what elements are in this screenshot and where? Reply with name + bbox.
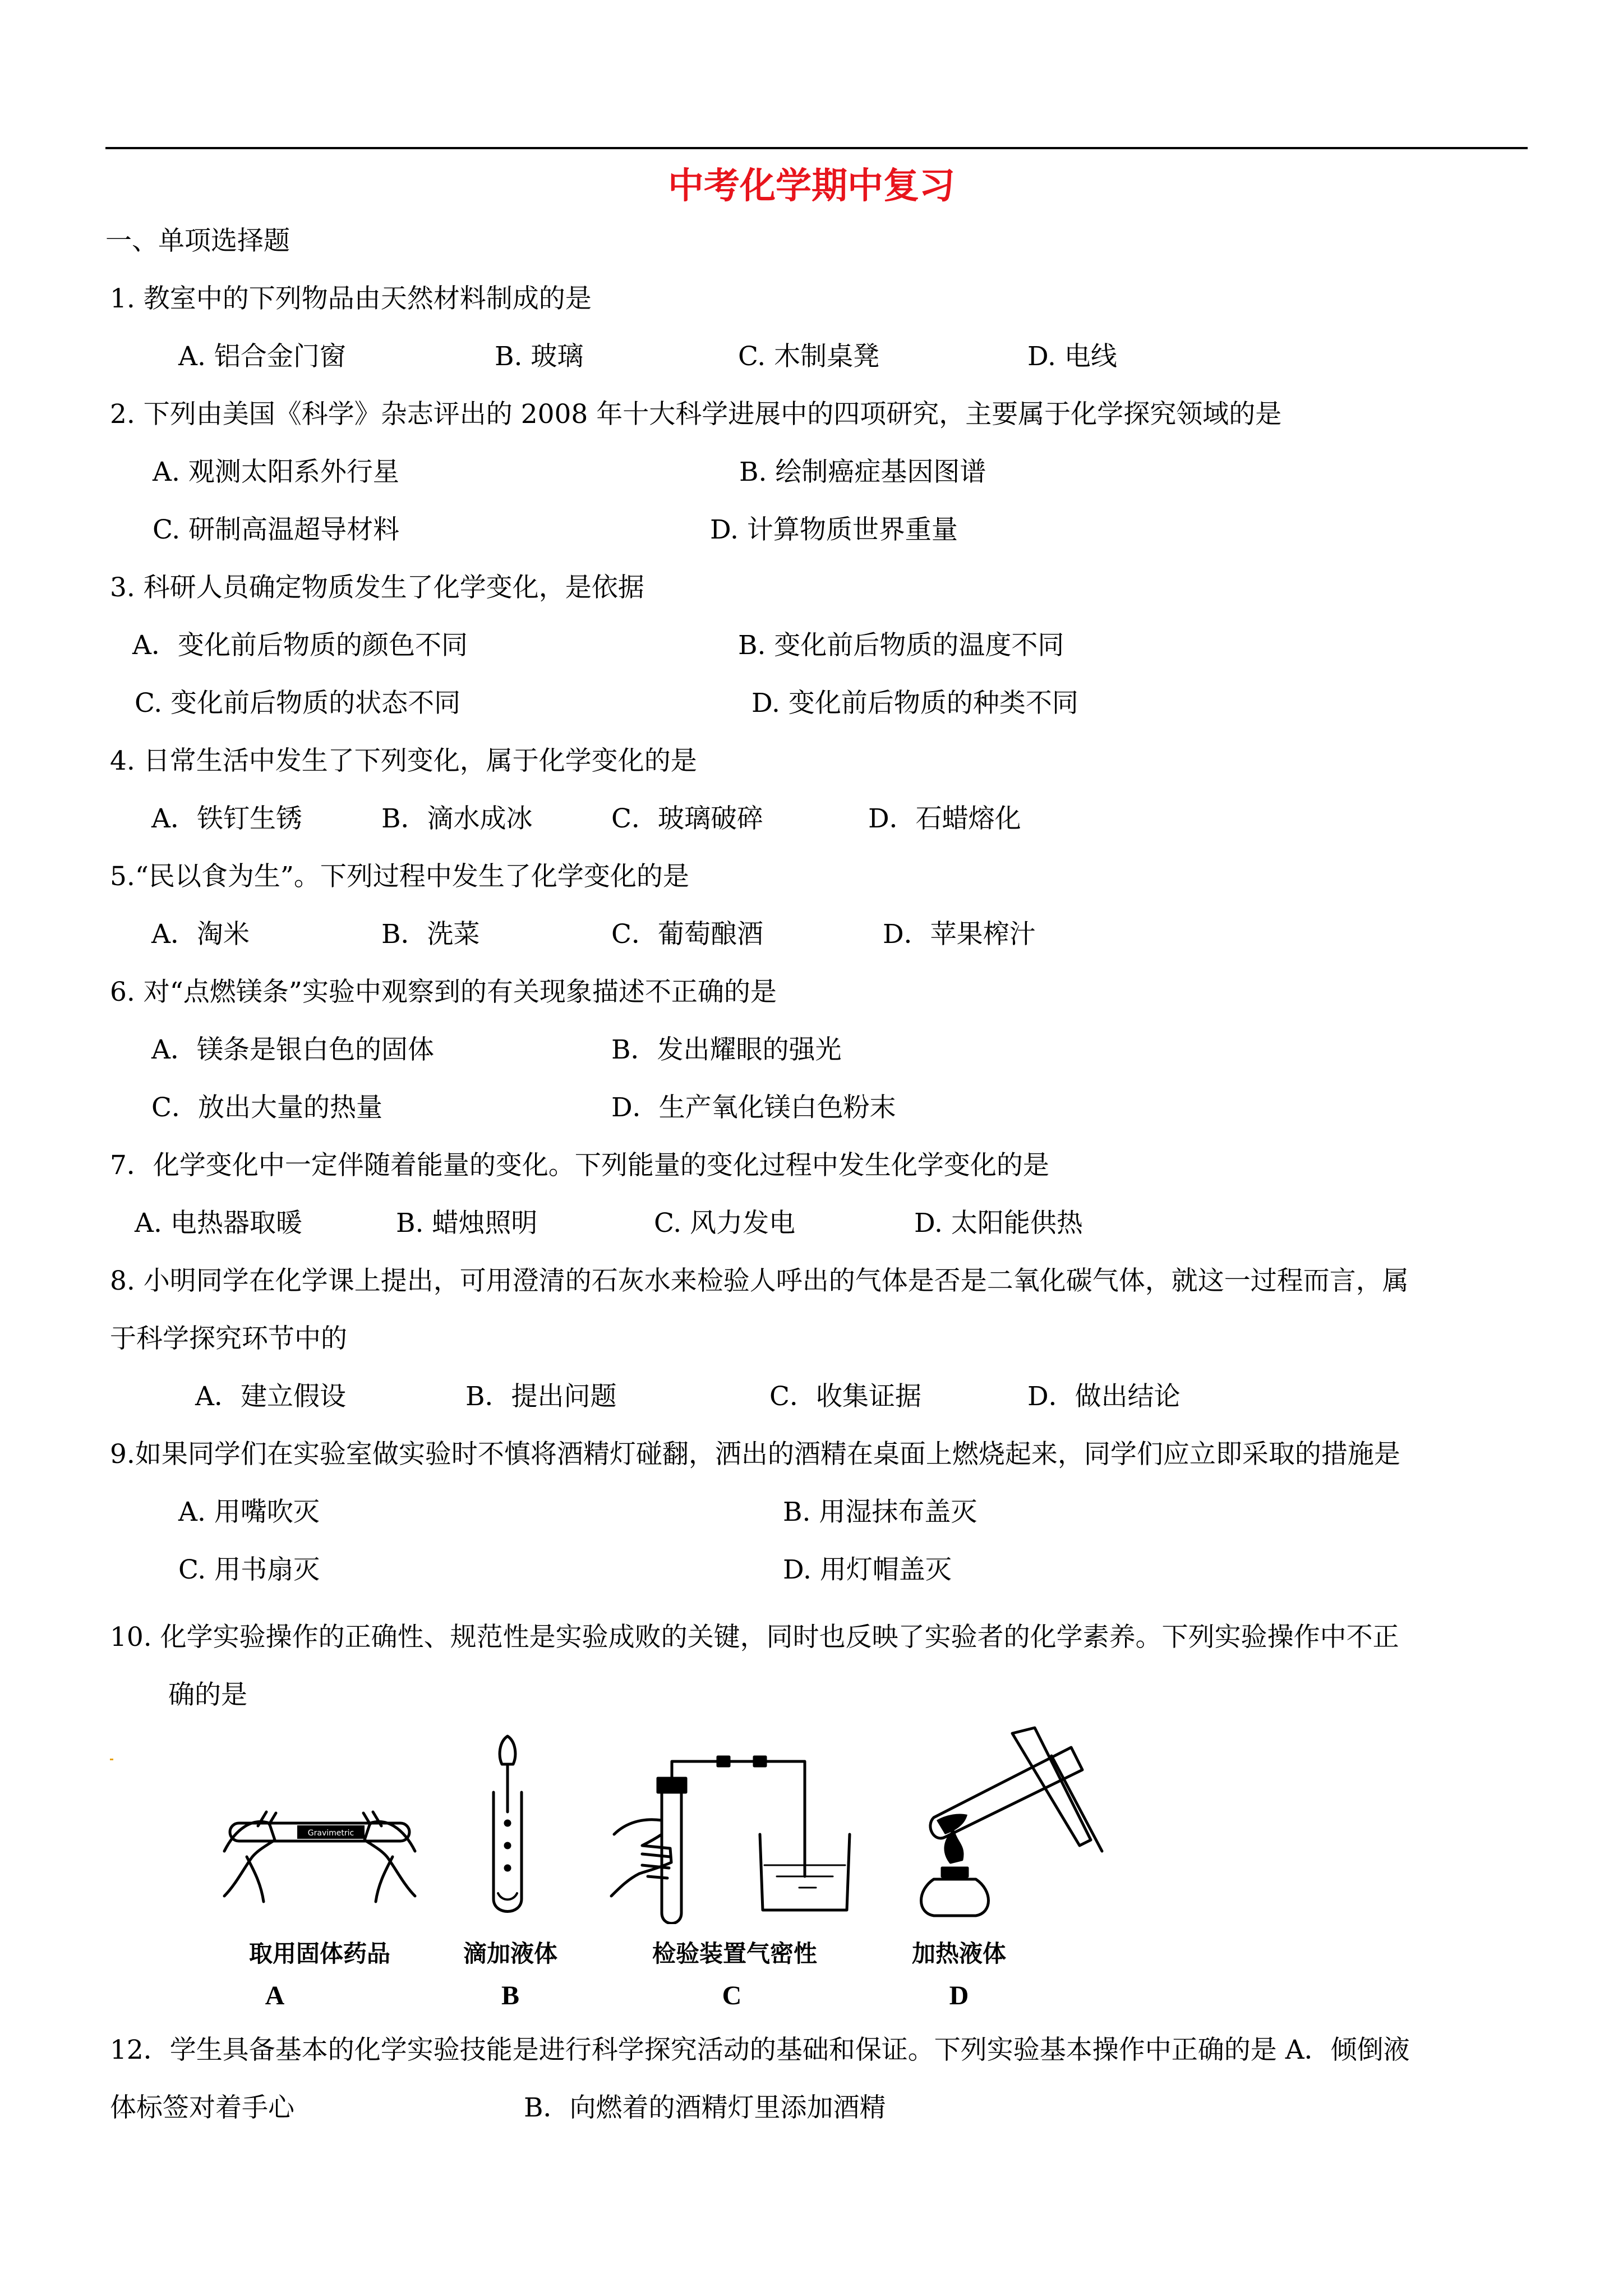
question-8-stem-cont: 于科学探究环节中的 bbox=[110, 1323, 347, 1354]
q3-option-c: C. 变化前后物质的状态不同 bbox=[135, 688, 461, 719]
q9-option-a: A. 用嘴吹灭 bbox=[178, 1497, 320, 1527]
q1-option-c: C. 木制桌凳 bbox=[738, 341, 880, 372]
q7-option-a: A. 电热器取暖 bbox=[135, 1208, 302, 1239]
figure-d-caption: 加热液体 bbox=[911, 1940, 1006, 1967]
q5-option-b: B．洗菜 bbox=[381, 919, 480, 950]
page-title: 中考化学期中复习 bbox=[668, 165, 955, 207]
header-rule bbox=[105, 147, 1528, 149]
q6-option-c: C．放出大量的热量 bbox=[151, 1092, 382, 1123]
q6-option-b: B．发出耀眼的强光 bbox=[611, 1034, 842, 1065]
figure-c-airtightness bbox=[608, 1750, 861, 1924]
q7-option-b: B. 蜡烛照明 bbox=[396, 1208, 538, 1239]
figure-b-caption: 滴加液体 bbox=[463, 1940, 557, 1967]
figure-b-dropper bbox=[471, 1731, 544, 1921]
q4-option-b: B．滴水成冰 bbox=[381, 803, 533, 834]
question-4-stem: 4. 日常生活中发生了下列变化，属于化学变化的是 bbox=[110, 746, 697, 776]
q3-option-a: A．变化前后物质的颜色不同 bbox=[132, 630, 468, 661]
q9-option-b: B. 用湿抹布盖灭 bbox=[783, 1497, 978, 1527]
question-1-stem: 1. 教室中的下列物品由天然材料制成的是 bbox=[110, 283, 592, 314]
q2-option-b: B. 绘制癌症基因图谱 bbox=[739, 457, 986, 487]
question-8-stem: 8. 小明同学在化学课上提出，可用澄清的石灰水来检验人呼出的气体是否是二氧化碳气体，就这一过程而言，属 bbox=[110, 1266, 1409, 1296]
q7-option-c: C. 风力发电 bbox=[654, 1208, 796, 1239]
question-7-stem: 7．化学变化中一定伴随着能量的变化。下列能量的变化过程中发生化学变化的是 bbox=[110, 1150, 1049, 1181]
question-9-stem: 9.如果同学们在实验室做实验时不慎将酒精灯碰翻，洒出的酒精在桌面上燃烧起来，同学们应立即采取的措施是 bbox=[110, 1439, 1400, 1470]
question-12-stem: 12．学生具备基本的化学实验技能是进行科学探究活动的基础和保证。下列实验基本操作中正确的是 A．倾倒液 bbox=[110, 2035, 1410, 2065]
question-10-stem: 10. 化学实验操作的正确性、规范性是实验成败的关键，同时也反映了实验者的化学素养。下列实验操作中不正 bbox=[110, 1622, 1399, 1653]
q8-option-b: B．提出问题 bbox=[465, 1381, 617, 1412]
q8-option-c: C．收集证据 bbox=[769, 1381, 921, 1412]
q6-option-d: D．生产氧化镁白色粉末 bbox=[611, 1092, 896, 1123]
q1-option-d: D. 电线 bbox=[1027, 341, 1117, 372]
section-heading: 一、单项选择题 bbox=[105, 226, 290, 256]
figure-a-label: Gravimetric bbox=[307, 1829, 354, 1838]
q2-option-d: D. 计算物质世界重量 bbox=[710, 514, 958, 545]
q4-option-c: C．玻璃破碎 bbox=[611, 803, 763, 834]
question-2-stem: 2. 下列由美国《科学》杂志评出的 2008 年十大科学进展中的四项研究，主要属于化学探究领域的是 bbox=[110, 399, 1282, 430]
question-10-stem-cont: 确的是 bbox=[168, 1680, 247, 1710]
q5-option-c: C．葡萄酿酒 bbox=[611, 919, 763, 950]
question-6-stem: 6. 对“点燃镁条”实验中观察到的有关现象描述不正确的是 bbox=[110, 977, 777, 1007]
q8-option-d: D．做出结论 bbox=[1027, 1381, 1181, 1412]
q3-option-d: D. 变化前后物质的种类不同 bbox=[751, 688, 1078, 719]
q3-option-b: B. 变化前后物质的温度不同 bbox=[738, 630, 1064, 661]
q6-option-a: A．镁条是银白色的固体 bbox=[151, 1034, 434, 1065]
stray-mark bbox=[110, 1759, 113, 1760]
q9-option-c: C. 用书扇灭 bbox=[178, 1554, 320, 1585]
figure-a-caption: 取用固体药品 bbox=[248, 1940, 390, 1967]
q7-option-d: D. 太阳能供热 bbox=[914, 1208, 1083, 1239]
question-5-stem: 5.“民以食为生”。下列过程中发生了化学变化的是 bbox=[110, 861, 689, 892]
q12-option-b: B．向燃着的酒精灯里添加酒精 bbox=[524, 2092, 886, 2123]
q9-option-d: D. 用灯帽盖灭 bbox=[783, 1554, 952, 1585]
q2-option-c: C. 研制高温超导材料 bbox=[153, 514, 400, 545]
q5-option-d: D．苹果榨汁 bbox=[883, 919, 1036, 950]
figure-d-letter: D bbox=[949, 1981, 969, 2010]
question-12-stem-cont: 体标签对着手心 bbox=[110, 2092, 294, 2123]
q1-option-b: B. 玻璃 bbox=[495, 341, 584, 372]
question-3-stem: 3. 科研人员确定物质发生了化学变化，是依据 bbox=[110, 572, 644, 603]
figure-c-caption: 检验装置气密性 bbox=[652, 1940, 817, 1967]
q1-option-a: A. 铝合金门窗 bbox=[178, 341, 346, 372]
figure-a-solid-reagent bbox=[213, 1784, 426, 1913]
figure-a-letter: A bbox=[265, 1981, 285, 2010]
q4-option-a: A．铁钉生锈 bbox=[151, 803, 302, 834]
figure-d-heating-liquid bbox=[911, 1717, 1119, 1924]
q4-option-d: D．石蜡熔化 bbox=[868, 803, 1021, 834]
q5-option-a: A．淘米 bbox=[151, 919, 250, 950]
figure-b-letter: B bbox=[501, 1981, 519, 2010]
q2-option-a: A. 观测太阳系外行星 bbox=[153, 457, 399, 487]
q8-option-a: A．建立假设 bbox=[195, 1381, 346, 1412]
figure-c-letter: C bbox=[722, 1981, 742, 2010]
